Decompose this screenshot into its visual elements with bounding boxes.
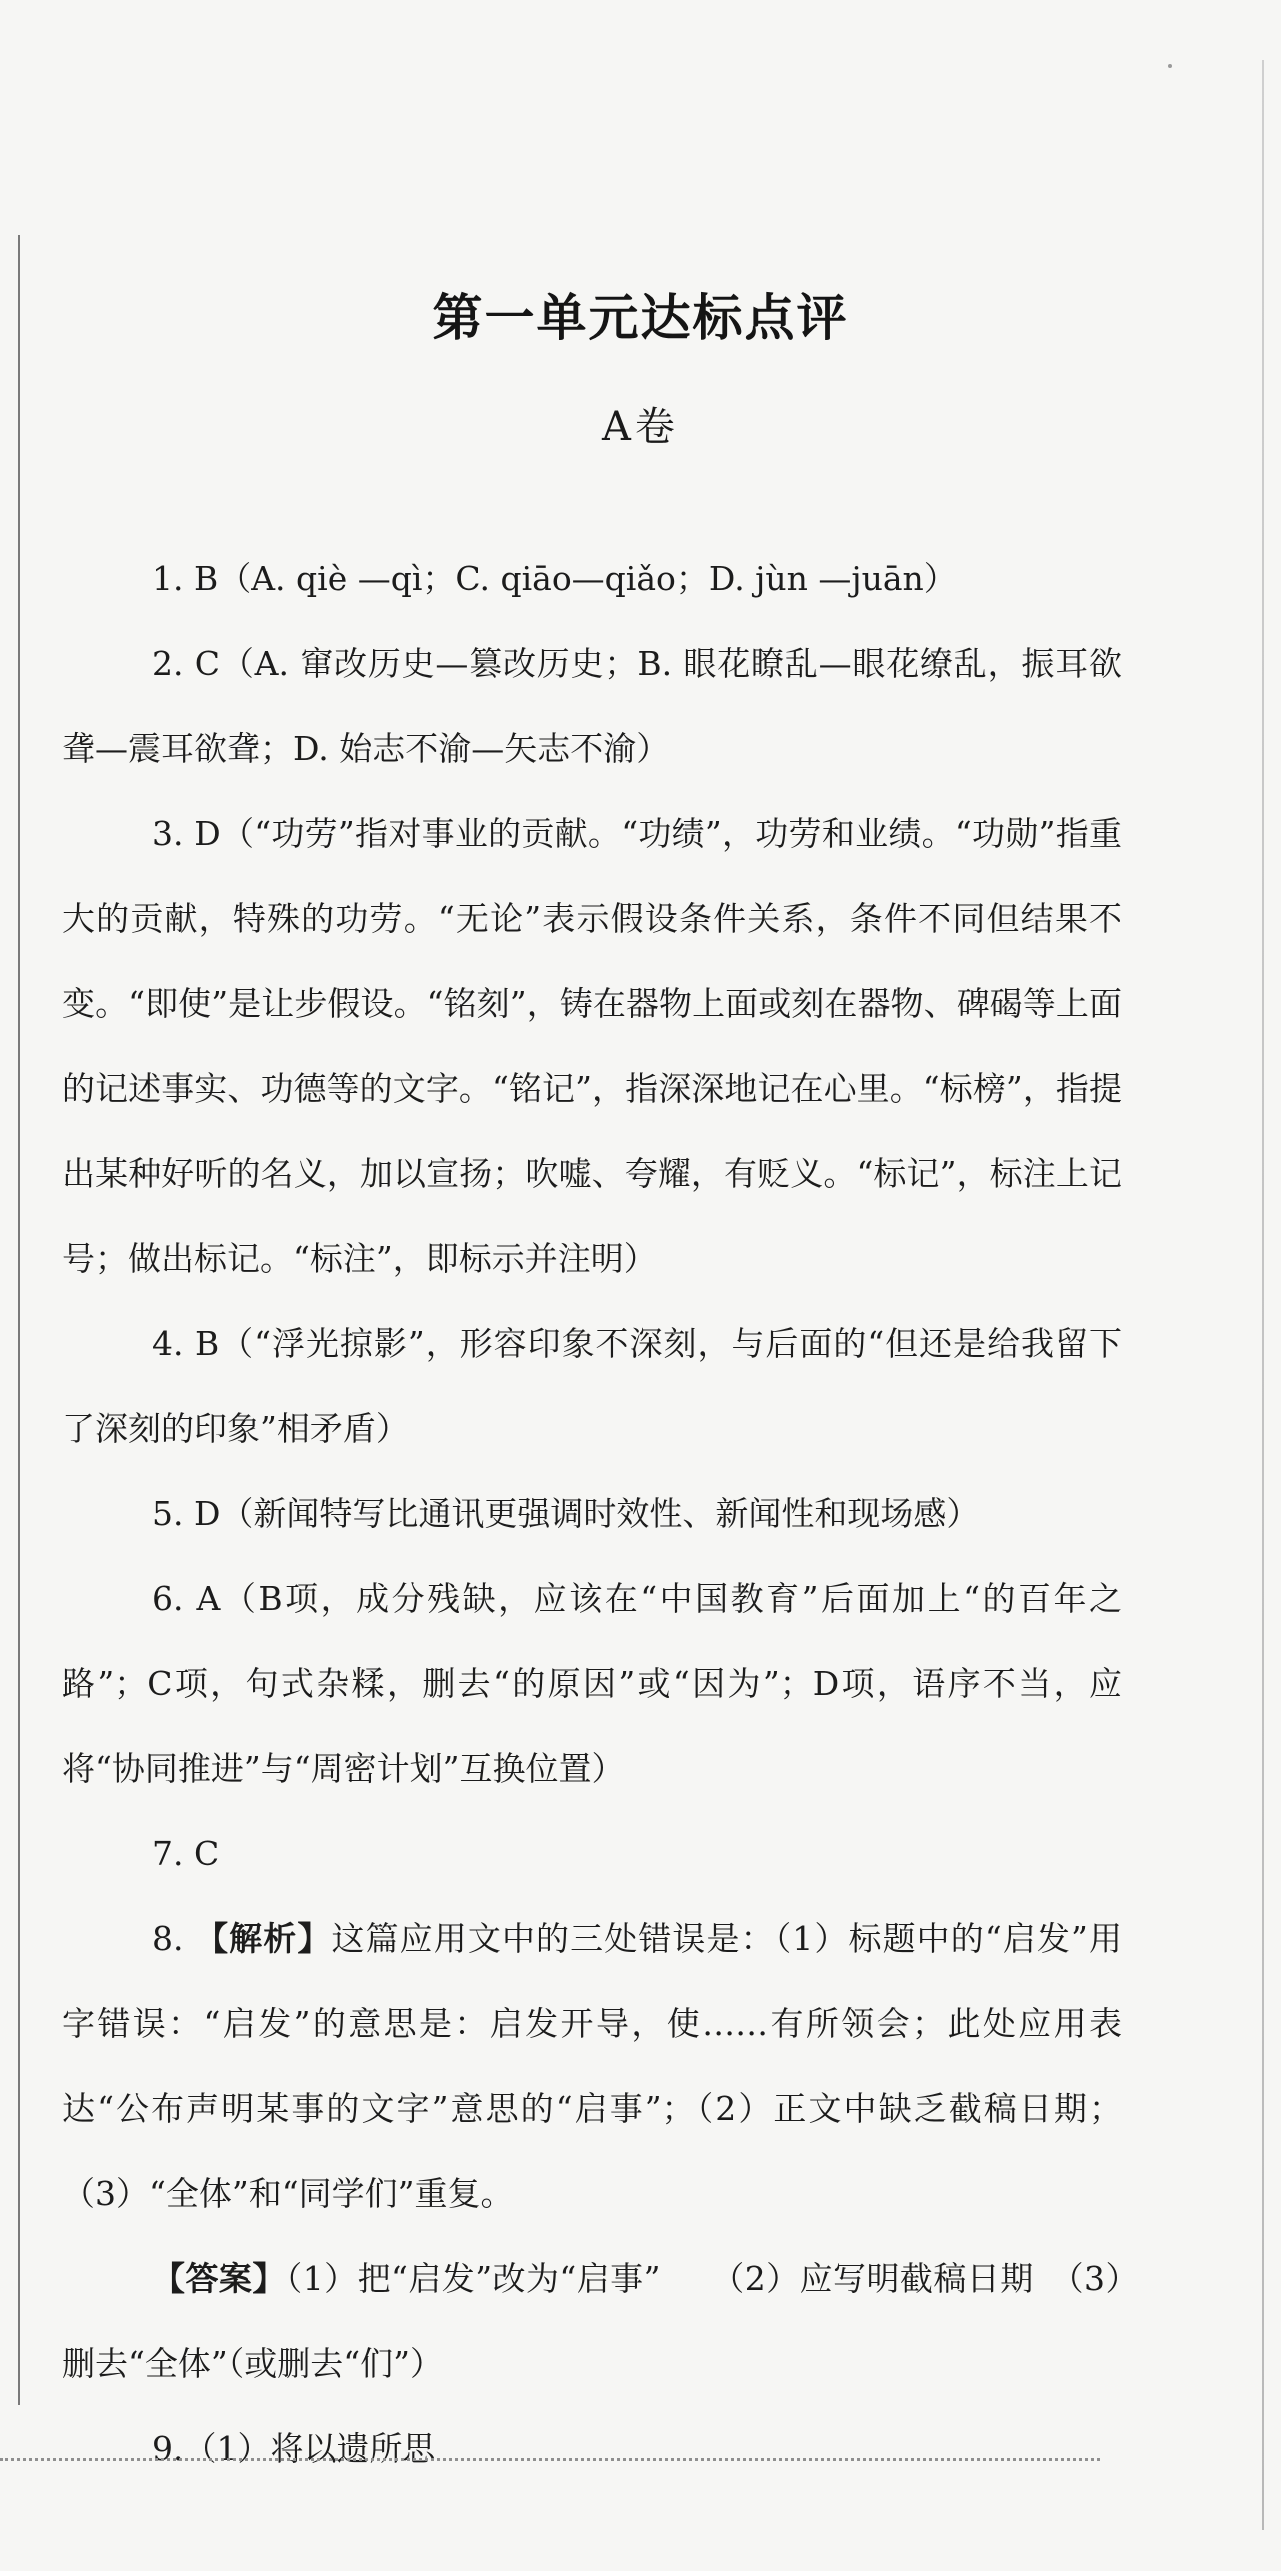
answer-item-5: 5. D（新闻特写比通讯更强调时效性、新闻性和现场感）: [152, 1494, 980, 1533]
answer-item-9: 9.（1）将以遗所思: [152, 2429, 436, 2468]
answer-item-4: 4. B（“浮光掠影”，形容印象不深刻，与后面的“但还是给我留下了深刻的印象”相矛盾）: [62, 1324, 1122, 1448]
answer-item-3: 3. D（“功劳”指对事业的贡献。“功绩”，功劳和业绩。“功勋”指重大的贡献，特殊的功劳。“无论”表示假设条件关系，条件不同但结果不变。“即使”是让步假设。“铭刻”，铸在器物上面或刻在器物、碑碣等上面的记述事实、功德等的文字。“铭记”，指深深地记在心里。“标榜”，指提出某种好听的名义，加以宣扬；吹嘘、夸耀，有贬义。“标记”，标注上记号；做出标记。“标注”，即标示并注明）: [62, 814, 1122, 1278]
page-title: 第一单元达标点评: [432, 289, 849, 347]
answer-item-7: 7. C: [152, 1834, 220, 1873]
bottom-dotted-divider: [0, 2458, 1100, 2461]
answer-list: [62, 536, 1122, 2491]
answer-tag: 【答案】: [152, 2259, 286, 2298]
analysis-text: 这篇应用文中的三处错误是：（1）标题中的“启发”用字错误：“启发”的意思是：启发开导，使……有所领会；此处应用表达“公布声明某事的文字”意思的“启事”；（2）正文中缺乏截稿日期；（3）“全体”和“同学们”重复。: [62, 1919, 1122, 2213]
answer-item-1: 1. B（A. qiè —qì；C. qiāo—qiǎo；D. jùn —juān）: [152, 559, 957, 598]
scan-speck: [1168, 64, 1172, 68]
answer-item-2: 2. C（A. 窜改历史—篡改历史；B. 眼花瞭乱—眼花缭乱，振耳欲聋—震耳欲聋；D. 始志不渝—矢志不渝）: [62, 644, 1122, 768]
analysis-tag: 【解析】: [195, 1919, 332, 1958]
answer-number: 8.: [152, 1919, 196, 1958]
left-margin-rule: [18, 235, 20, 2405]
answer-item-8-answer: [62, 2236, 1122, 2406]
section-subtitle: A卷: [602, 404, 679, 450]
answer-text: （1）把“启发”改为“启事” （2）应写明截稿日期 （3）删去“全体”（或删去“们”）: [62, 2259, 1122, 2383]
answer-item-6: 6. A（B项，成分残缺，应该在“中国教育”后面加上“的百年之路”；C项，句式杂糅，删去“的原因”或“因为”；D项，语序不当，应将“协同推进”与“周密计划”互换位置）: [62, 1579, 1122, 1788]
answer-item-8: [62, 1896, 1122, 2236]
